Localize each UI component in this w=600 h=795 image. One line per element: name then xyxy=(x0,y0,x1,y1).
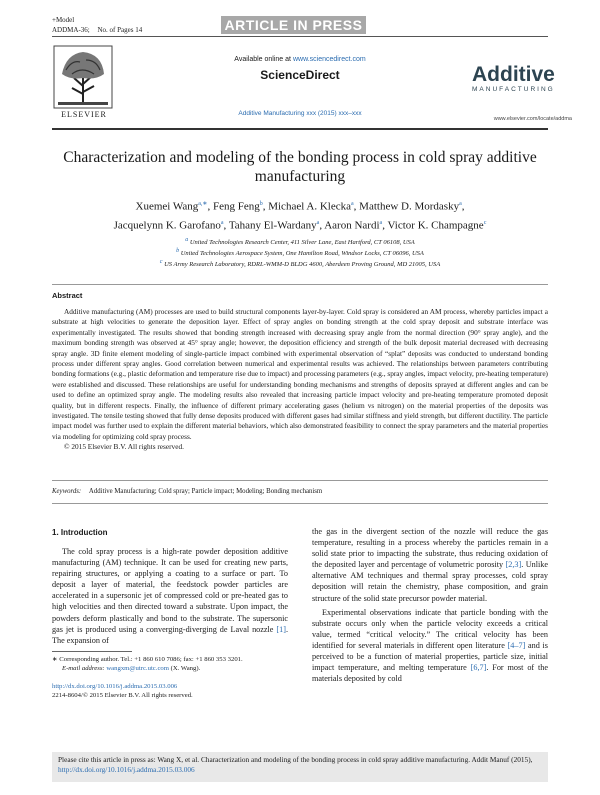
elsevier-tree-logo xyxy=(52,44,114,110)
abstract-bottom-rule xyxy=(52,480,548,481)
model-tag: +Model xyxy=(52,16,75,24)
abstract-body xyxy=(52,307,548,453)
affiliation-sup: a xyxy=(185,237,189,243)
intro-text: . Unlike alternative AM techniques and thermal spray processes, cold spray deposition will retain the chemistry, phase composition, and grain structure of the solid state precursor powder material. xyxy=(312,560,549,603)
doi-link[interactable]: http://dx.doi.org/10.1016/j.addma.2015.03.006 xyxy=(52,683,178,690)
abstract-text: Additive manufacturing (AM) processes are used to build structural components layer-by-layer. Cold spray is considered an AM process, whereby particles impact a substrate at high velocities to generate the deposition layer. Effect of spray angles on bonding strength at the cold spray deposit and substrate interface was experimentally investigated. The results showed that bonding strength increased with decreasing spray angle from the normal direction (90° spray angle), and the maximum bonding strength was observed at 45° spray angle; however, the deposition efficiency and strength of the bulk deposit material decreased with decreasing spray angle. 3D finite element modeling of single-particle impact combined with experimental observation of “splat” deposits was conducted to understand bonding process under different spray angles. Good correlation between numerical and experimental results was achieved. The relationships between parameters contributing bonding formations (e.g., plastic deformation and temperature rise due to impact) and processing parameters (e.g., spray angles, impact velocity, pre-heating temperature) were established and discussed. These relationships are useful for understanding bonding mechanisms and strengths of deposits sprayed at different angles and can be used to define an optimized spray angle. The modeling results also revealed that increasing particle impact velocity and pre-heating temperature promoted deposit quality, but in different respects. Finally, the influence of different primary accelerating gases (helium vs nitrogen) on the material properties of the deposits was investigated. The tensile testing showed that fully dense deposits produced with different gases had similar stiffness and yield strength, but different ductility. The particle impact model was further used to explain the different material behaviors, which also demonstrated feasibility to connect the spray parameters and the material properties via modeling for optimizing cold spray process. xyxy=(52,307,548,441)
author-sup[interactable]: a xyxy=(459,201,462,207)
author-name: Michael A. Klecka xyxy=(268,200,351,213)
author-name: Matthew D. Mordasky xyxy=(359,200,460,213)
journal-url[interactable]: www.elsevier.com/locate/addma xyxy=(493,116,572,122)
journal-logo-main: Additive xyxy=(472,63,555,86)
journal-logo-sub: MANUFACTURING xyxy=(472,86,555,93)
author-name: Feng Feng xyxy=(212,200,260,213)
intro-paragraph xyxy=(312,607,548,685)
author-sup[interactable]: a,∗ xyxy=(198,201,208,207)
affiliation-sup: c xyxy=(159,259,163,266)
reference-link[interactable]: [1] xyxy=(276,624,286,634)
keywords-label: Keywords: xyxy=(52,488,82,495)
author-sup[interactable]: a xyxy=(220,219,224,226)
available-online-text: Available online at xyxy=(234,56,291,63)
author-name: Tahany El-Wardany xyxy=(228,219,317,232)
available-online xyxy=(200,56,400,63)
footnote-rule xyxy=(52,651,132,652)
publisher-name: ELSEVIER xyxy=(61,110,107,119)
author-sup[interactable]: c xyxy=(483,219,487,226)
footnote-email-line xyxy=(52,664,288,673)
doc-meta xyxy=(52,26,142,35)
keywords-rule xyxy=(52,503,548,504)
affiliation-text: United Technologies Aerospace System, One Hamilton Road, Windsor Locks, CT 06096, USA xyxy=(180,250,424,258)
intro-text: . The expansion of xyxy=(52,624,288,645)
sciencedirect-brand: ScienceDirect xyxy=(260,68,340,82)
author-list xyxy=(60,196,540,233)
author-name: Aaron Nardi xyxy=(324,219,380,232)
masthead-rule xyxy=(52,128,548,130)
reference-link[interactable]: [6,7] xyxy=(470,663,487,673)
email-label: E-mail address: xyxy=(62,665,105,672)
affiliation-sup: b xyxy=(176,248,180,255)
footnote-contact: ∗ Corresponding author. Tel.: +1 860 610 7086; fax: +1 860 353 3201. xyxy=(52,656,243,663)
affiliations xyxy=(60,236,540,269)
intro-text: Experimental observations indicate that particle bonding with the substrate occurs only when the particle velocity exceeds a critical value, termed “critical velocity.” The critical velocity has been identified for several materials in different open literature xyxy=(312,607,548,650)
author-name: Jacquelynn K. Garofano xyxy=(113,219,221,232)
intro-text: The cold spray process is a high-rate powder deposition additive manufacturing (AM) technique. It can be used for creating new parts, repairing structures, or applying a coating to a surface or part. To deposit a layer of material, the feedstock powder particles are accelerated in a supersonic jet of compressed cold or pre-heated gas to high velocities and then directed toward a substrate. Upon impact, the powders deform plastically and bond to the substrate. The supersonic gas jet is produced using a converging-diverging de Laval nozzle xyxy=(52,547,288,634)
sciencedirect-link[interactable]: www.sciencedirect.com xyxy=(292,56,366,63)
author-sup[interactable]: a xyxy=(351,201,354,207)
reference-link[interactable]: [2,3] xyxy=(505,560,522,570)
intro-text: and is perceived to be a function of material properties, particle size, initial impact temperature, and melting temperature xyxy=(312,640,548,673)
affiliation-text: United Technologies Research Center, 411 Silver Lane, East Hartford, CT 06108, USA xyxy=(189,239,415,247)
keywords-text: Additive Manufacturing; Cold spray; Particle impact; Modeling; Bonding mechanism xyxy=(88,488,323,495)
header-rule xyxy=(52,36,548,37)
keywords xyxy=(52,488,548,495)
abstract-heading: Abstract xyxy=(52,291,83,300)
affiliation xyxy=(60,258,540,269)
author-sup[interactable]: b xyxy=(259,201,263,207)
author-name: Victor K. Champagne xyxy=(387,219,484,232)
affiliation xyxy=(60,247,540,258)
article-in-press-banner: ARTICLE IN PRESS xyxy=(221,16,366,34)
author-name: Xuemei Wang xyxy=(135,200,199,213)
intro-paragraph xyxy=(312,526,548,604)
affiliation xyxy=(60,236,540,247)
citation-text: Please cite this article in press as: Wang X, et al. Characterization and modeling of the bonding process in cold spray additive manufacturing. Addit Manuf (2015), xyxy=(58,755,533,764)
author-sup[interactable]: a xyxy=(379,219,383,226)
journal-logo xyxy=(472,64,568,93)
citation-doi-link[interactable]: http://dx.doi.org/10.1016/j.addma.2015.03.006 xyxy=(58,765,195,774)
article-title: Characterization and modeling of the bonding process in cold spray additive manufacturing xyxy=(63,149,537,185)
abstract-top-rule xyxy=(52,284,548,285)
intro-right-column xyxy=(312,526,548,684)
issn-line: 2214-8604/© 2015 Elsevier B.V. All rights reserved. xyxy=(52,692,193,699)
abstract-copyright: © 2015 Elsevier B.V. All rights reserved. xyxy=(64,442,184,452)
intro-text: . For most of the materials deposited by cold xyxy=(312,663,548,684)
page-count: No. of Pages 14 xyxy=(97,26,143,34)
doc-id: ADDMA-36; xyxy=(52,26,90,34)
author-line-2: Jacquelynn K. Garofano$^a$, Tahany El-Wardany$^a$, Aaron Nardi$^a$, Victor K. Champagne$^c$ xyxy=(113,219,487,232)
email-link[interactable]: wangxm@utrc.utc.com xyxy=(106,665,169,672)
doi-block xyxy=(52,682,352,700)
section-heading-introduction: 1. Introduction xyxy=(52,528,108,537)
author-line-1: Xuemei Wang$^{a,∗}$, Feng Feng$^b$, Michael A. Klecka$^a$, Matthew D. Mordasky$^a$, xyxy=(135,200,465,213)
corresponding-author-footnote xyxy=(52,655,288,673)
reference-link[interactable]: [4–7] xyxy=(507,640,526,650)
email-suffix: (X. Wang). xyxy=(170,665,201,672)
intro-text: the gas in the divergent section of the nozzle will reduce the gas temperature, resulting in a process whereby the particles remain in a solid state prior to impacting the substrate, thus reducing oxidation of the deposited layer and percentage of volumetric porosity xyxy=(312,527,548,570)
intro-left-column xyxy=(52,546,288,646)
citation-box xyxy=(52,752,548,782)
author-sup[interactable]: a xyxy=(316,219,320,226)
journal-citation-line[interactable]: Additive Manufacturing xxx (2015) xxx–xxx xyxy=(238,110,362,117)
affiliation-text: US Army Research Laboratory, RDRL-WMM-D BLDG 4600, Aberdeen Proving Ground, MD 21005, USA xyxy=(164,261,441,269)
